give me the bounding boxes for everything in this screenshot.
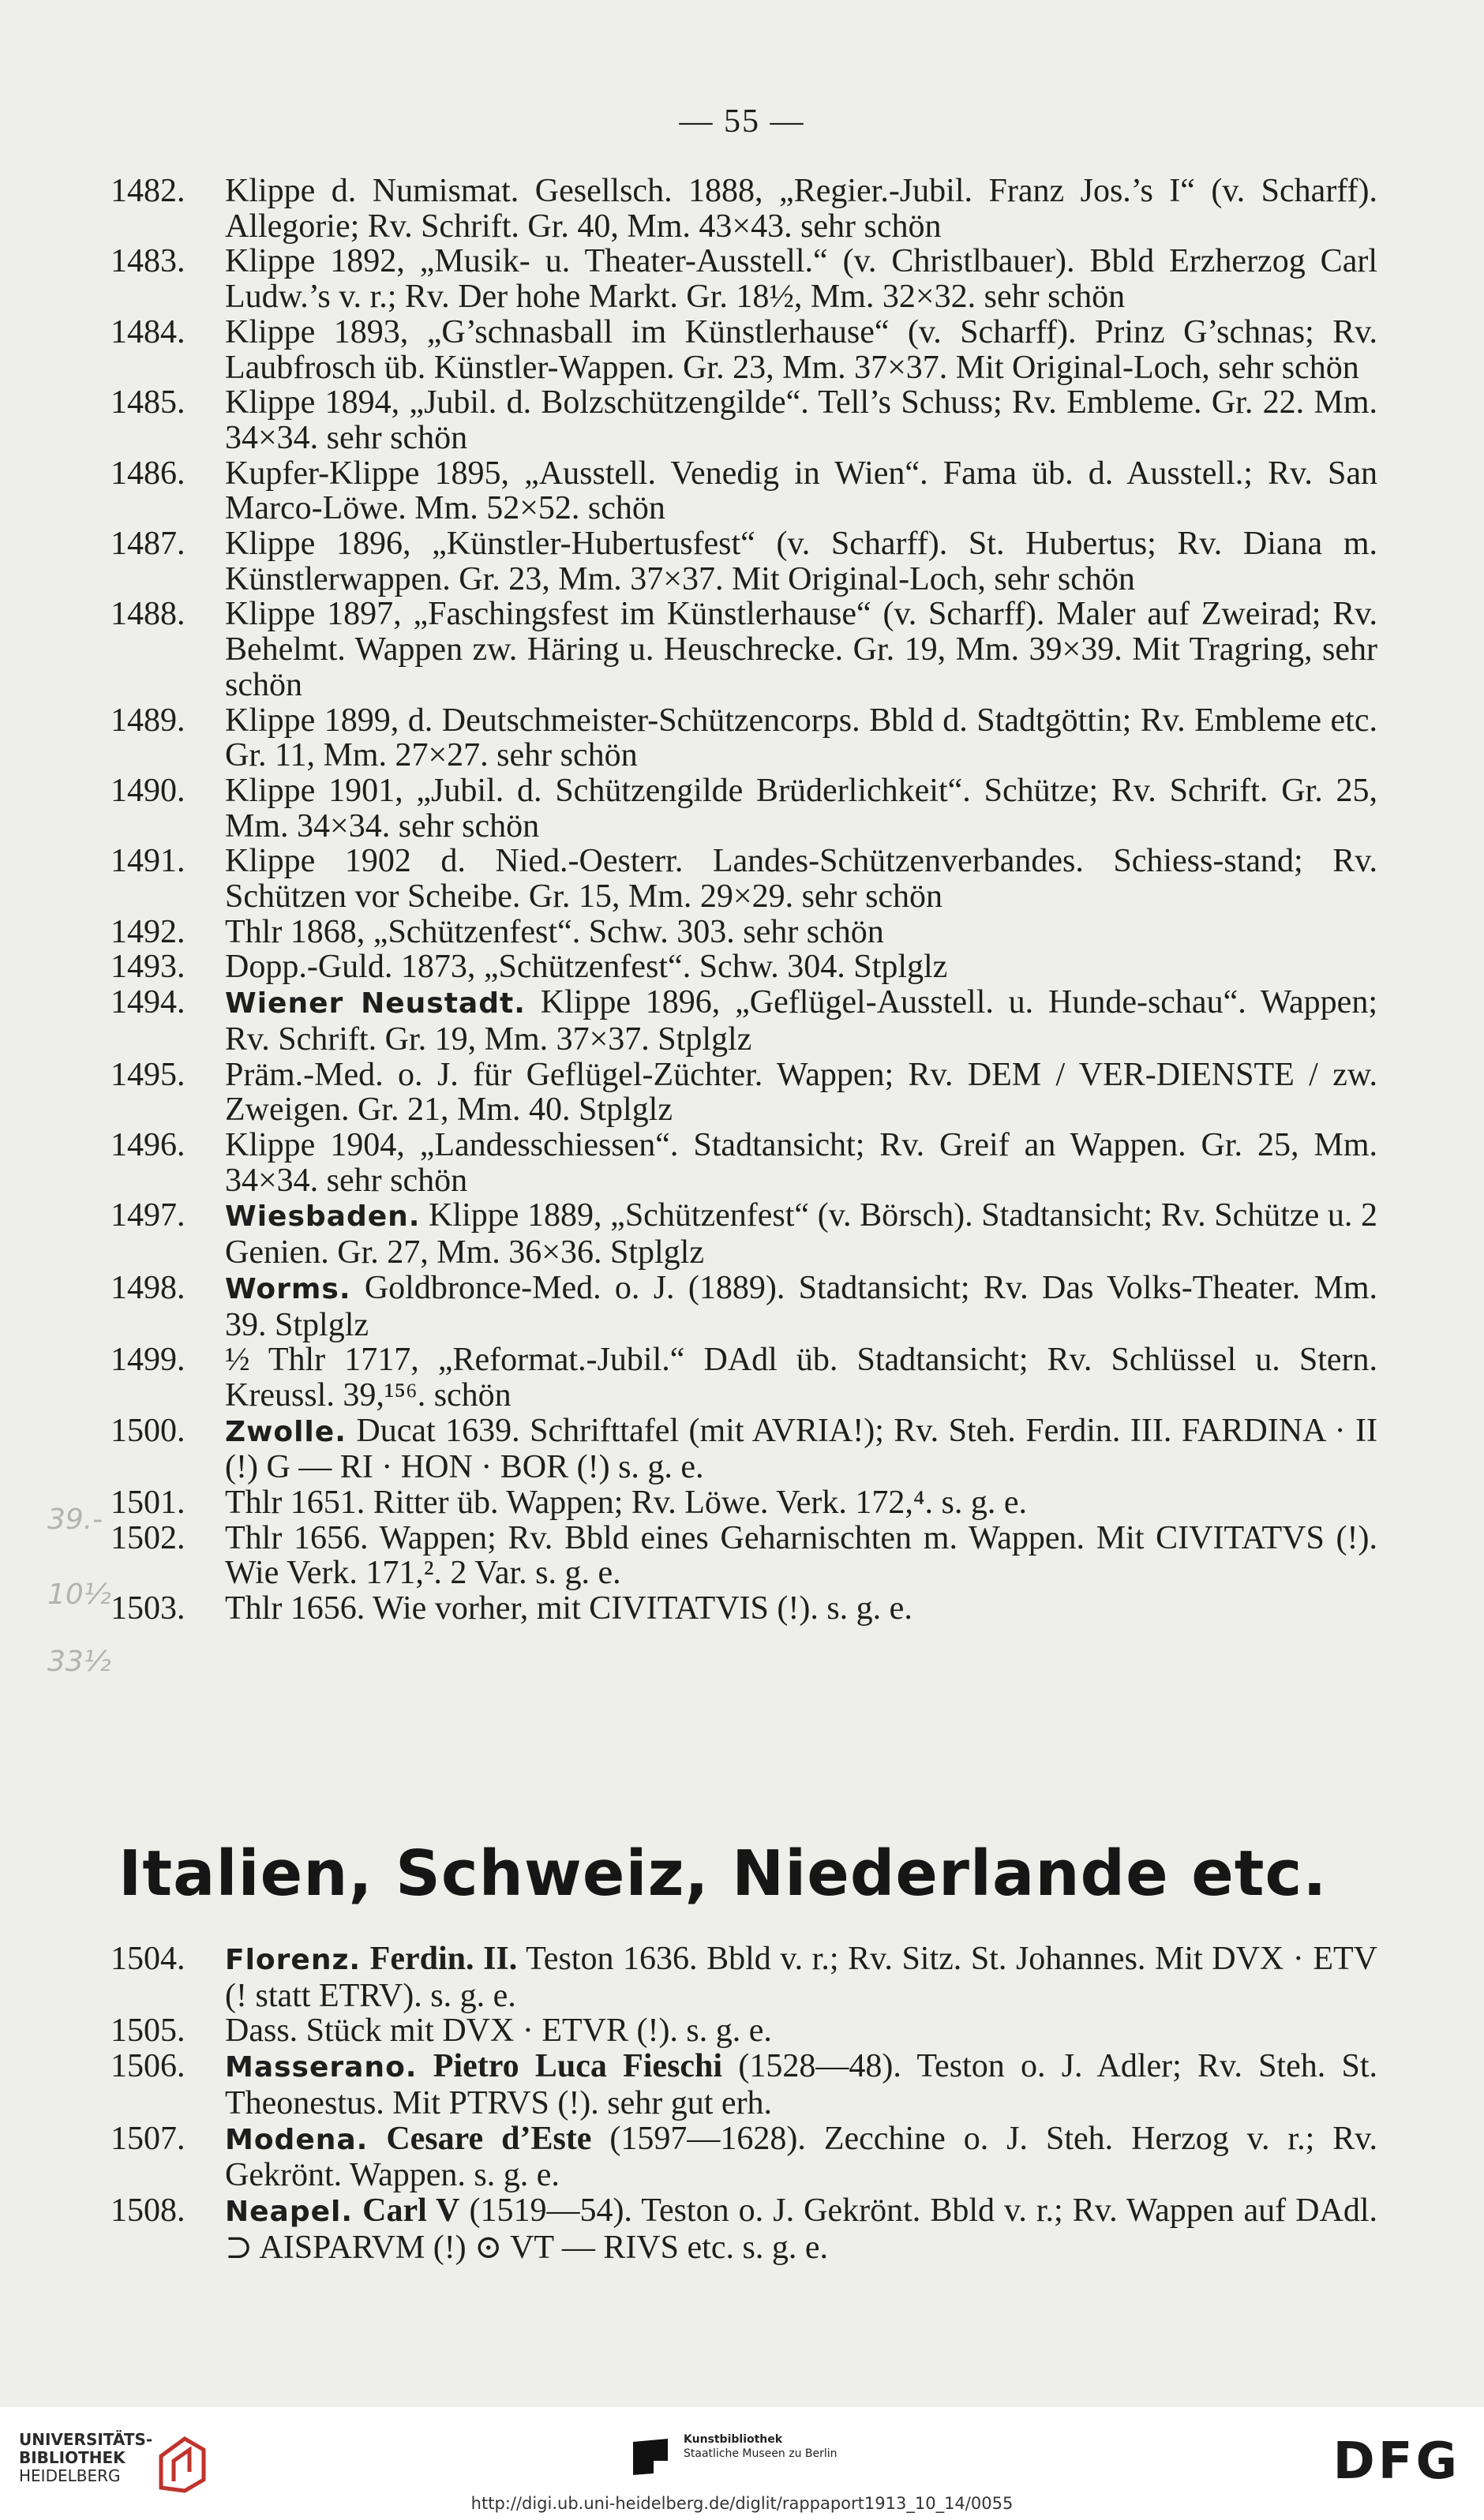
entry-place: Wiesbaden. (225, 1200, 421, 1234)
entry-text: Klippe d. Numismat. Gesellsch. 1888, „Regier.-Jubil. Franz Jos.’s I“ (v. Scharff). Allegorie; Rv. Schrift. Gr. 40, Mm. 43×43. sehr schön (225, 173, 1377, 245)
catalog-entry (111, 244, 1377, 314)
margin-note: 39.- (47, 1503, 103, 1536)
entry-number: 1497. (111, 1197, 186, 1234)
catalog-entry (111, 949, 1377, 985)
entry-number: 1484. (111, 313, 186, 350)
kunstbibliothek-logo[interactable] (631, 2429, 884, 2484)
catalog-entry (111, 1198, 1377, 1270)
catalog-entry (111, 1521, 1377, 1591)
entry-text: Thlr 1656. Wappen; Rv. Bbld eines Geharnischten m. Wappen. Mit CIVITATVS (!). Wie Verk. 171,². 2 Var. s. g. e. (225, 1519, 1377, 1592)
entry-number: 1495. (111, 1056, 186, 1093)
entry-text: Klippe 1894, „Jubil. d. Bolzschützengilde“. Tell’s Schuss; Rv. Embleme. Gr. 22. Mm. 34×34. sehr schön (225, 384, 1377, 456)
entry-number: 1501. (111, 1485, 186, 1522)
page-number: — 55 — (679, 103, 805, 140)
catalog-entry (111, 2013, 1377, 2049)
entry-number: 1487. (111, 526, 186, 563)
ub-emblem-icon (153, 2432, 210, 2496)
permalink-url[interactable]: http://digi.ub.uni-heidelberg.de/diglit/rappaport1913_10_14/0055 (470, 2494, 1014, 2513)
catalog-entry (111, 915, 1377, 950)
catalog-entry (111, 315, 1377, 385)
ub-heidelberg-logo[interactable] (19, 2431, 208, 2502)
catalog-entry (111, 703, 1377, 773)
entry-ruler: Pietro Luca Fieschi (433, 2048, 723, 2085)
entry-number: 1482. (111, 173, 186, 209)
entry-number: 1507. (111, 2120, 186, 2157)
section-heading: Italien, Schweiz, Niederlande etc. (118, 1837, 1328, 1910)
entry-text: Klippe 1901, „Jubil. d. Schützengilde Brüderlichkeit“. Schütze; Rv. Schrift. Gr. 25, Mm. 34×34. sehr schön (225, 772, 1377, 844)
entry-number: 1493. (111, 949, 186, 986)
entry-text: (1528—48). Teston o. J. Adler; Rv. Steh. St. Theonestus. Mit PTRVS (!). sehr gut erh. (225, 2048, 1378, 2121)
entry-number: 1504. (111, 1941, 186, 1977)
entry-text: Klippe 1899, d. Deutschmeister-Schützencorps. Bbld d. Stadtgöttin; Rv. Embleme etc. Gr. 11, Mm. 27×27. sehr schön (225, 702, 1377, 774)
entry-place: Worms. (225, 1272, 351, 1305)
entry-text: Dass. Stück mit DVX · ETVR (!). s. g. e. (225, 2013, 772, 2050)
kb-title: Kunstbibliothek (684, 2433, 783, 2446)
entry-place: Modena. (225, 2123, 369, 2156)
entry-ruler: Cesare d’Este (386, 2120, 592, 2157)
entry-place: Florenz. (225, 1944, 362, 1976)
entry-text: Präm.-Med. o. J. für Geflügel-Züchter. Wappen; Rv. DEM / VER-DIENSTE / zw. Zweigen. Gr. 21, Mm. 40. Stplglz (225, 1056, 1377, 1129)
entry-text: Klippe 1892, „Musik- u. Theater-Ausstell.“ (v. Christlbauer). Bbld Erzherzog Carl Ludw.’s v. r.; Rv. Der hohe Markt. Gr. 18½, Mm. 32×32. sehr schön (225, 243, 1377, 316)
catalog-entry (111, 1058, 1377, 1128)
entry-number: 1500. (111, 1412, 186, 1449)
entry-text: (1519—54). Teston o. J. Gekrönt. Bbld v. r.; Rv. Wappen auf DAdl. ⊃ AISPARVM (!) ⊙ VT — RIVS etc. s. g. e. (225, 2192, 1378, 2266)
ub-logo-line: UNIVERSITÄTS- (19, 2430, 153, 2449)
catalog-entry (111, 1591, 1377, 1627)
entry-number: 1505. (111, 2013, 186, 2050)
catalog-entry (111, 1271, 1377, 1342)
footer-bar (0, 2407, 1484, 2520)
entry-number: 1483. (111, 243, 186, 280)
catalog-entry (111, 174, 1377, 244)
entry-number: 1494. (111, 984, 186, 1021)
entry-text: Klippe 1896, „Geflügel-Ausstell. u. Hunde-schau“. Wappen; Rv. Schrift. Gr. 19, Mm. 37×37. Stplglz (225, 984, 1377, 1058)
entry-number: 1496. (111, 1126, 186, 1163)
catalog-entry (111, 2193, 1377, 2265)
entry-number: 1491. (111, 843, 186, 880)
ub-logo-line: HEIDELBERG (19, 2466, 121, 2485)
entry-place: Wiener Neustadt. (225, 987, 526, 1020)
catalog-entry (111, 385, 1377, 455)
entry-text: Klippe 1889, „Schützenfest“ (v. Börsch). Stadtansicht; Rv. Schütze u. 2 Genien. Gr. 27, Mm. 36×36. Stplglz (225, 1197, 1377, 1271)
entry-text: Dopp.-Guld. 1873, „Schützenfest“. Schw. 304. Stplglz (225, 949, 948, 986)
margin-note: 33½ (47, 1646, 111, 1678)
entry-text: Klippe 1904, „Landesschiessen“. Stadtansicht; Rv. Greif an Wappen. Gr. 25, Mm. 34×34. sehr schön (225, 1126, 1377, 1199)
entry-number: 1486. (111, 455, 186, 492)
entry-number: 1506. (111, 2048, 186, 2085)
catalog-entry (111, 526, 1377, 597)
entry-number: 1502. (111, 1519, 186, 1556)
ub-logo-line: BIBLIOTHEK (19, 2448, 126, 2467)
entries-list-top (111, 174, 1377, 1627)
entry-text: Kupfer-Klippe 1895, „Ausstell. Venedig in Wien“. Fama üb. d. Ausstell.; Rv. San Marco-Löwe. Mm. 52×52. schön (225, 455, 1377, 527)
entry-number: 1503. (111, 1590, 186, 1627)
catalog-entry (111, 773, 1377, 844)
kb-subtitle: Staatliche Museen zu Berlin (684, 2447, 838, 2460)
catalog-entry (111, 985, 1377, 1057)
entry-text: Klippe 1897, „Faschingsfest im Künstlerhause“ (v. Scharff). Maler auf Zweirad; Rv. Behelmt. Wappen zw. Häring u. Heuschrecke. Gr. 19, Mm. 39×39. Mit Tragring, sehr schön (225, 596, 1377, 703)
entry-text: Thlr 1651. Ritter üb. Wappen; Rv. Löwe. Verk. 172,⁴. s. g. e. (225, 1485, 1028, 1522)
kb-flag-icon (631, 2437, 669, 2477)
entry-number: 1488. (111, 596, 186, 633)
entry-number: 1498. (111, 1269, 186, 1306)
entry-number: 1508. (111, 2192, 186, 2229)
catalog-entry (111, 597, 1377, 702)
entry-number: 1485. (111, 384, 186, 421)
catalog-entry (111, 1128, 1377, 1198)
catalog-entry (111, 844, 1377, 914)
entry-text: Klippe 1896, „Künstler-Hubertusfest“ (v. Scharff). St. Hubertus; Rv. Diana m. Künstlerwappen. Gr. 23, Mm. 37×37. Mit Original-Loch, sehr schön (225, 526, 1377, 597)
entries-list-bottom (111, 1941, 1377, 2265)
catalog-entry (111, 2049, 1377, 2121)
entry-place: Masserano. (225, 2051, 418, 2084)
entry-text: Thlr 1656. Wie vorher, mit CIVITATVIS (!). s. g. e. (225, 1590, 913, 1627)
catalog-entry (111, 456, 1377, 526)
entry-number: 1492. (111, 913, 186, 950)
entry-text: Teston 1636. Bbld v. r.; Rv. Sitz. St. Johannes. Mit DVX · ETV (! statt ETRV). s. g. e. (225, 1941, 1378, 2014)
catalog-entry (111, 1414, 1377, 1485)
entry-text: Klippe 1902 d. Nied.-Oesterr. Landes-Schützenverbandes. Schiess-stand; Rv. Schützen vor Scheibe. Gr. 15, Mm. 29×29. sehr schön (225, 843, 1377, 916)
margin-note: 10½ (47, 1578, 111, 1611)
entry-text: ½ Thlr 1717, „Reformat.-Jubil.“ DAdl üb. Stadtansicht; Rv. Schlüssel u. Stern. Kreussl. 39,¹⁵⁶. schön (225, 1342, 1377, 1414)
entry-text: Goldbronce-Med. o. J. (1889). Stadtansicht; Rv. Das Volks-Theater. Mm. 39. Stplglz (225, 1269, 1377, 1343)
catalog-entry (111, 1485, 1377, 1521)
entry-text: Thlr 1868, „Schützenfest“. Schw. 303. sehr schön (225, 913, 884, 950)
entry-place: Neapel. (225, 2195, 354, 2228)
entry-number: 1499. (111, 1342, 186, 1379)
entry-place: Zwolle. (225, 1415, 347, 1448)
entry-number: 1490. (111, 772, 186, 809)
catalog-entry (111, 2121, 1377, 2193)
entry-text: (1597—1628). Zecchine o. J. Steh. Herzog v. r.; Rv. Gekrönt. Wappen. s. g. e. (225, 2120, 1378, 2194)
catalog-entry (111, 1342, 1377, 1413)
catalog-entry (111, 1941, 1377, 2013)
entry-ruler: Carl V (362, 2192, 460, 2229)
entry-text: Ducat 1639. Schrifttafel (mit AVRIA!); Rv. Steh. Ferdin. III. FARDINA · II (!) G — RI · HON · BOR (!) s. g. e. (225, 1412, 1378, 1486)
entry-ruler: Ferdin. II. (369, 1941, 518, 1977)
dfg-logo[interactable]: DFG (1332, 2432, 1460, 2491)
entry-number: 1489. (111, 702, 186, 739)
entry-text: Klippe 1893, „G’schnasball im Künstlerhause“ (v. Scharff). Prinz G’schnas; Rv. Laubfrosch üb. Künstler-Wappen. Gr. 23, Mm. 37×37. Mit Original-Loch, sehr schön (225, 313, 1377, 386)
